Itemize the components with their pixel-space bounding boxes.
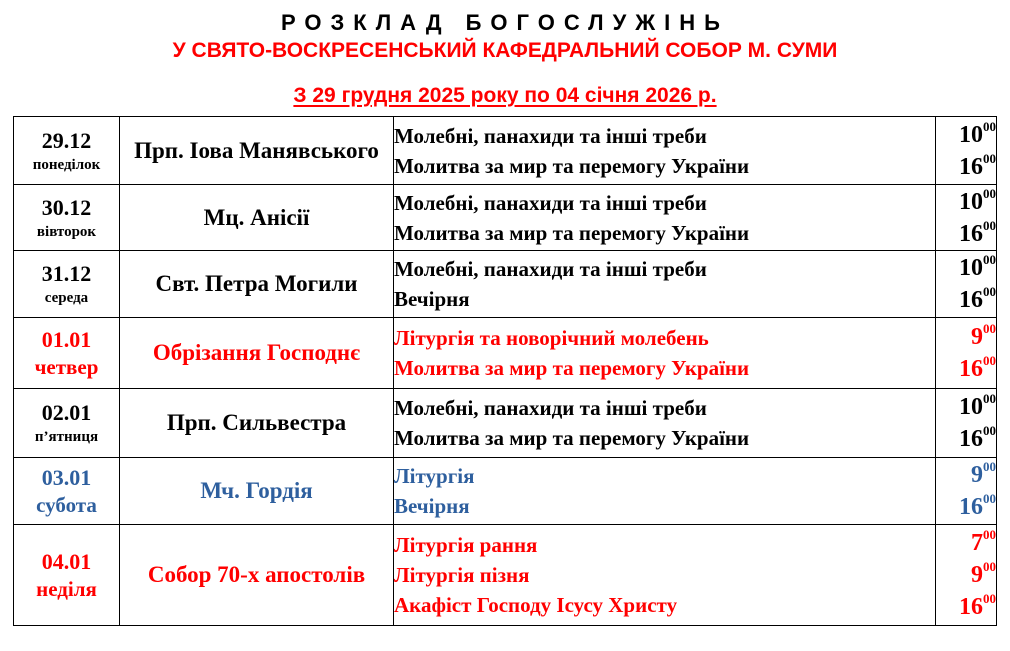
table-row [14,117,997,185]
services-cell [394,458,936,525]
times-cell [936,117,997,185]
table-row [14,458,997,525]
service-item: Літургія та новорічний молебень [394,326,709,350]
date-number: 31.12 [41,261,92,286]
saint-name: Прп. Сильвестра [120,389,394,458]
services-cell [394,251,936,318]
date-number: 03.01 [41,465,92,490]
service-time: $16^{00}$ [959,284,996,313]
service-time: $10^{00}$ [959,391,996,420]
times-cell [936,185,997,251]
service-time: $10^{00}$ [959,252,996,281]
table-row [14,318,997,389]
service-time: $10^{00}$ [959,185,996,215]
date-number: 02.01 [41,400,92,425]
service-item: Акафіст Господу Ісусу Христу [394,593,678,617]
service-time: $9^{00}$ [971,321,996,350]
times-cell [936,389,997,458]
service-time: $16^{00}$ [959,491,996,520]
weekday: п’ятниця [34,429,99,445]
service-item: Літургія рання [394,533,538,557]
services-cell [394,389,936,458]
saint-name: Прп. Іова Манявського [120,117,394,185]
saint-name: Обрізання Господнє [120,318,394,389]
weekday: понеділок [32,156,101,173]
weekday: четвер [34,355,99,379]
saint-name: Свт. Петра Могили [120,251,394,318]
service-item: Вечірня [394,287,470,311]
service-time: $16^{00}$ [959,591,996,620]
saint-name: Мч. Гордія [120,458,394,525]
table-row [14,185,997,251]
service-time: $16^{00}$ [959,423,996,452]
cathedral-subtitle: У СВЯТО-ВОСКРЕСЕНСЬКИЙ КАФЕДРАЛЬНИЙ СОБОР М. СУМИ [172,39,838,62]
date-cell [14,525,120,626]
table-row [14,389,997,458]
schedule-table [13,116,997,626]
date-number: 01.01 [41,327,92,352]
service-item: Молитва за мир та перемогу України [394,356,750,380]
service-time: $16^{00}$ [959,353,996,382]
service-item: Молебні, панахиди та інші треби [394,257,707,281]
table-row [14,251,997,318]
services-cell [394,117,936,185]
times-cell [936,458,997,525]
services-cell [394,318,936,389]
service-item: Літургія пізня [394,563,530,587]
weekday: вівторок [36,223,97,240]
service-time: $9^{00}$ [971,459,996,488]
date-range: З 29 грудня 2025 року по 04 січня 2026 р. [293,84,717,107]
weekday: неділя [36,577,97,601]
service-item: Вечірня [394,494,470,518]
service-item: Молебні, панахиди та інші треби [394,123,707,148]
service-item: Молебні, панахиди та інші треби [394,396,707,420]
date-cell [14,318,120,389]
service-item: Молитва за мир та перемогу України [394,220,750,245]
page-title: РОЗКЛАД БОГОСЛУЖІНЬ [280,10,729,35]
service-time: $10^{00}$ [959,118,996,148]
times-cell [936,318,997,389]
service-time: $7^{00}$ [971,527,996,556]
date-cell [14,458,120,525]
times-cell [936,525,997,626]
times-cell [936,251,997,318]
table-row [14,525,997,626]
date-number: 29.12 [41,127,92,153]
date-cell [14,251,120,318]
service-item: Молитва за мир та перемогу України [394,426,750,450]
services-cell [394,525,936,626]
date-number: 30.12 [41,194,92,220]
date-number: 04.01 [41,549,92,574]
weekday: середа [44,290,89,306]
service-item: Молитва за мир та перемогу України [394,153,750,178]
service-time: $16^{00}$ [959,217,996,247]
weekday: субота [36,493,97,517]
date-cell [14,389,120,458]
service-time: $16^{00}$ [959,150,996,180]
service-item: Молебні, панахиди та інші треби [394,190,707,215]
service-time: $9^{00}$ [971,559,996,588]
date-cell [14,117,120,185]
services-cell [394,185,936,251]
date-cell [14,185,120,251]
saint-name: Мц. Анісії [120,185,394,251]
service-item: Літургія [394,464,475,488]
saint-name: Собор 70-х апостолів [120,525,394,626]
